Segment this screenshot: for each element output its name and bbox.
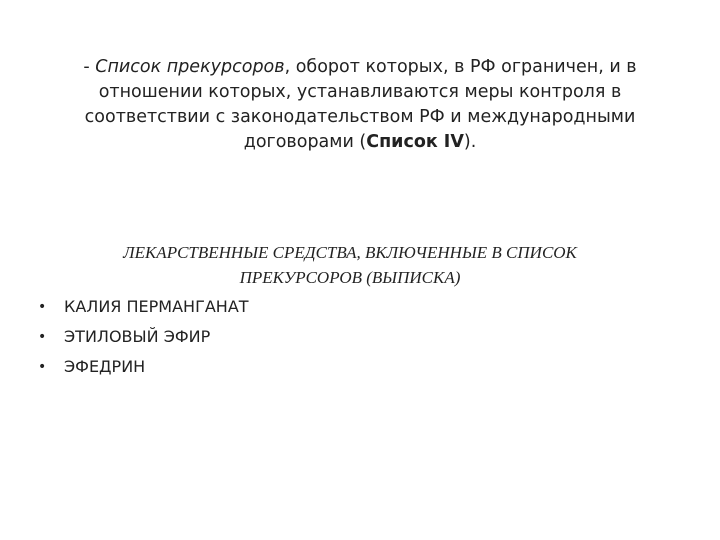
precursor-list-term: Список прекурсоров <box>95 57 285 77</box>
bullet-icon: • <box>38 299 47 315</box>
intro-line-1-rest: , оборот которых, в РФ ограничен, и в <box>284 57 637 77</box>
list-item <box>38 322 249 352</box>
intro-dash: - <box>83 57 96 77</box>
list-item <box>38 292 249 322</box>
intro-line-1 <box>60 55 660 80</box>
list-iv-reference: Список IV <box>366 132 464 152</box>
intro-line-3: соответствии с законодательством РФ и международными <box>84 107 636 127</box>
intro-line-4-prefix: договорами ( <box>243 132 367 152</box>
drug-list <box>38 292 249 382</box>
intro-line-2: отношении которых, устанавливаются меры контроля в <box>98 82 622 102</box>
list-heading-line-2: ПРЕКУРСОРОВ (ВЫПИСКА) <box>239 268 461 287</box>
list-item <box>38 352 249 382</box>
bullet-icon: • <box>38 329 47 345</box>
intro-line-4 <box>60 130 660 155</box>
list-heading <box>40 240 660 290</box>
list-item-label: ЭФЕДРИН <box>64 357 146 376</box>
list-heading-line-1: ЛЕКАРСТВЕННЫЕ СРЕДСТВА, ВКЛЮЧЕННЫЕ В СПИСОК <box>123 243 577 262</box>
list-item-label: КАЛИЯ ПЕРМАНГАНАТ <box>64 297 249 316</box>
list-item-label: ЭТИЛОВЫЙ ЭФИР <box>64 327 211 346</box>
intro-paragraph <box>60 55 660 155</box>
intro-line-4-suffix: ). <box>463 132 477 152</box>
bullet-icon: • <box>38 359 47 375</box>
